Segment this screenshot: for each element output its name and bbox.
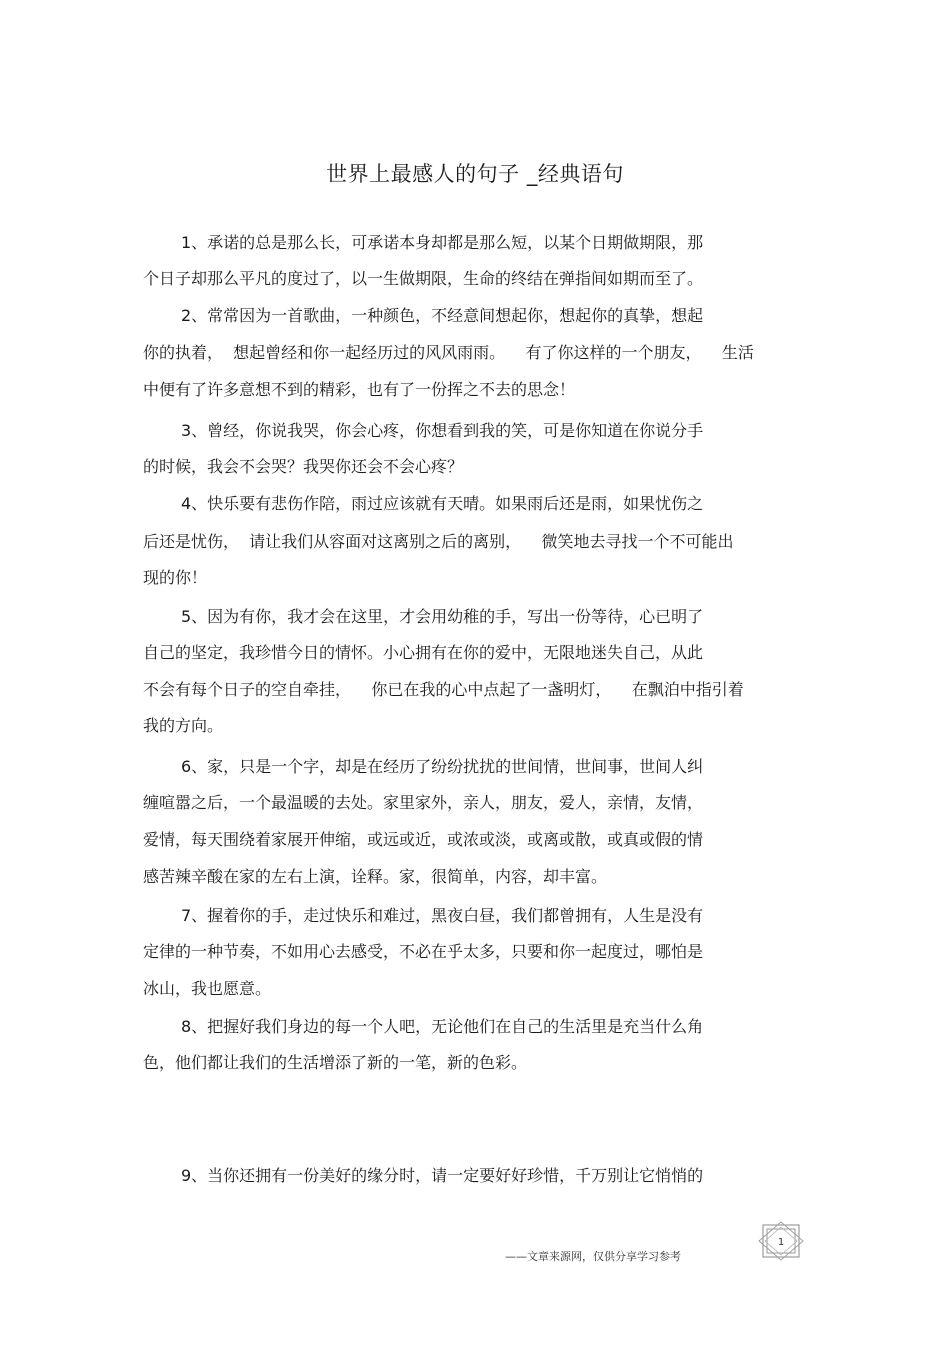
page-badge-frame-icon <box>757 1221 805 1261</box>
paragraph-line: 我的方向。 <box>143 716 224 735</box>
paragraph-line: 1、承诺的总是那么长，可承诺本身却都是那么短，以某个日期做期限，那 <box>181 233 704 252</box>
paragraph-line: 后还是忧伤， 请让我们从容面对这离别之后的离别， 微笑地去寻找一个不可能出 <box>143 532 734 551</box>
paragraph-line: 你的执着， 想起曾经和你一起经历过的风风雨雨。 有了你这样的一个朋友， 生活 <box>143 343 754 362</box>
footer-source-note: ——文章来源网，仅供分享学习参考 <box>505 1250 681 1263</box>
page-number-badge <box>757 1221 805 1261</box>
paragraph-line: 3、曾经，你说我哭，你会心疼，你想看到我的笑，可是你知道在你说分手 <box>181 421 704 440</box>
paragraph-line: 4、快乐要有悲伤作陪，雨过应该就有天晴。如果雨后还是雨，如果忧伤之 <box>181 494 704 513</box>
paragraph-line: 个日子却那么平凡的度过了，以一生做期限，生命的终结在弹指间如期而至了。 <box>143 269 704 288</box>
paragraph-line: 的时候，我会不会哭？我哭你还会不会心疼？ <box>143 457 464 476</box>
paragraph-line: 自己的坚定，我珍惜今日的情怀。小心拥有在你的爱中，无限地迷失自己，从此 <box>143 643 704 662</box>
paragraph-line: 6、家，只是一个字，却是在经历了纷纷扰扰的世间情，世间事，世间人纠 <box>181 757 704 776</box>
page-number: 1 <box>777 1237 785 1248</box>
paragraph-line: 现的你！ <box>143 568 208 587</box>
paragraph-line: 感苦辣辛酸在家的左右上演，诠释。家，很简单，内容，却丰富。 <box>143 867 608 886</box>
paragraph-line: 爱情，每天围绕着家展开伸缩，或远或近，或浓或淡，或离或散，或真或假的情 <box>143 830 704 849</box>
paragraph-line: 2、常常因为一首歌曲，一种颜色，不经意间想起你，想起你的真挚，想起 <box>181 306 704 325</box>
paragraph-line: 中便有了许多意想不到的精彩，也有了一份挥之不去的思念！ <box>143 380 576 399</box>
document-title: 世界上最感人的句子 _经典语句 <box>326 162 624 186</box>
paragraph-line: 5、因为有你，我才会在这里，才会用幼稚的手，写出一份等待，心已明了 <box>181 607 704 626</box>
paragraph-line: 定律的一种节奏，不如用心去感受，不必在乎太多，只要和你一起度过，哪怕是 <box>143 942 704 961</box>
paragraph-line: 缠喧嚣之后，一个最温暖的去处。家里家外，亲人，朋友，爱人，亲情，友情， <box>143 793 704 812</box>
paragraph-line: 色，他们都让我们的生活增添了新的一笔，新的色彩。 <box>143 1053 528 1072</box>
paragraph-line: 9、当你还拥有一份美好的缘分时，请一定要好好珍惜，千万别让它悄悄的 <box>181 1166 704 1185</box>
paragraph-line: 冰山，我也愿意。 <box>143 979 272 998</box>
paragraph-line: 不会有每个日子的空自牵挂， 你已在我的心中点起了一盏明灯， 在飘泊中指引着 <box>143 680 744 699</box>
paragraph-line: 7、握着你的手，走过快乐和难过，黑夜白昼，我们都曾拥有，人生是没有 <box>181 906 704 925</box>
paragraph-line: 8、把握好我们身边的每一个人吧，无论他们在自己的生活里是充当什么角 <box>181 1017 704 1036</box>
